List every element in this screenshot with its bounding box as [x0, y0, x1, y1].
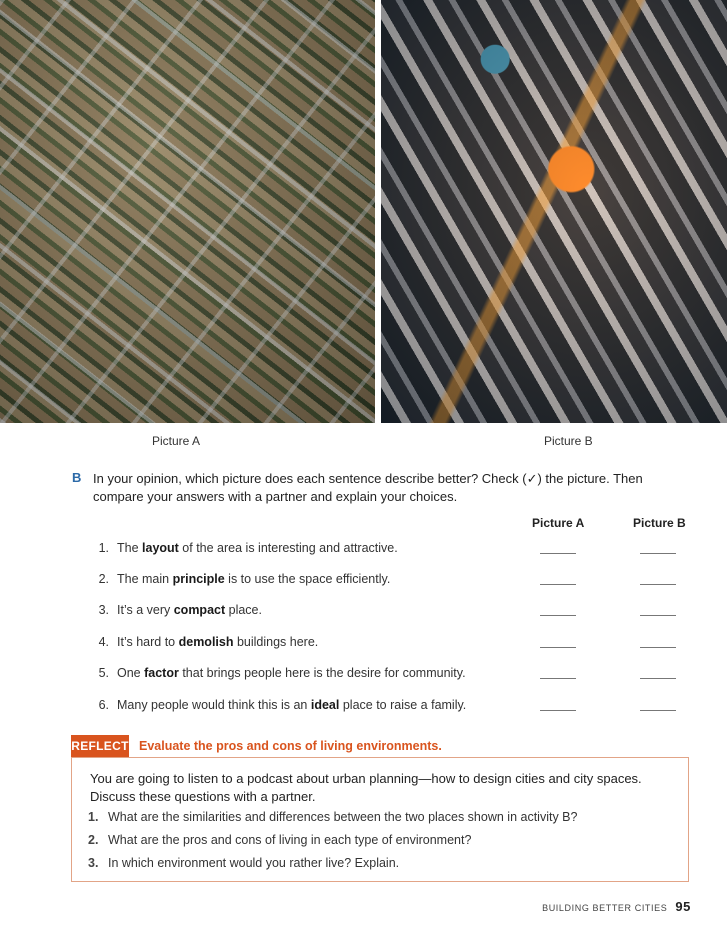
vocab-word: ideal [310, 698, 340, 712]
answer-blank-picture-b[interactable] [640, 615, 676, 616]
column-header-picture-b: Picture B [633, 516, 686, 530]
caption-picture-a: Picture A [152, 434, 201, 448]
item-text: Many people would think this is an ideal place to raise a family. [117, 698, 467, 712]
activity-letter: B [72, 470, 82, 485]
statement-item [95, 541, 695, 561]
section-title: BUILDING BETTER CITIES [542, 903, 668, 913]
answer-blank-picture-a[interactable] [540, 647, 576, 648]
vocab-word: principle [172, 572, 225, 586]
item-text: The layout of the area is interesting and attractive. [117, 541, 398, 555]
answer-blank-picture-a[interactable] [540, 615, 576, 616]
statement-item [95, 698, 695, 718]
statement-item [95, 603, 695, 623]
item-text: It’s a very compact place. [117, 603, 262, 617]
statement-item [95, 666, 695, 686]
vocab-word: compact [173, 603, 226, 617]
discussion-question: 3. In which environment would you rather live? Explain. [88, 856, 400, 870]
reflect-tag: REFLECT [71, 735, 129, 757]
picture-b-city-photo [381, 0, 727, 423]
item-number: 1. [98, 541, 109, 555]
item-number: 4. [98, 635, 109, 649]
answer-blank-picture-b[interactable] [640, 710, 676, 711]
statement-item [95, 635, 695, 655]
item-number: 3. [98, 603, 109, 617]
answer-blank-picture-a[interactable] [540, 584, 576, 585]
activity-instruction: In your opinion, which picture does each sentence describe better? Check (✓) the picture. Then compare your answers with a partner and explain your choices. [93, 471, 643, 504]
answer-blank-picture-b[interactable] [640, 647, 676, 648]
answer-blank-picture-a[interactable] [540, 710, 576, 711]
page-number: 95 [675, 899, 691, 914]
item-text: The main principle is to use the space efficiently. [117, 572, 391, 586]
item-text: One factor that brings people here is the desire for community. [117, 666, 466, 680]
page-footer [542, 899, 691, 914]
statement-item [95, 572, 695, 592]
answer-blank-picture-b[interactable] [640, 584, 676, 585]
reflect-box [71, 757, 689, 882]
answer-blank-picture-a[interactable] [540, 553, 576, 554]
column-header-picture-a: Picture A [532, 516, 585, 530]
reflect-title: Evaluate the pros and cons of living environments. [139, 739, 442, 753]
vocab-word: factor [144, 666, 179, 680]
item-number: 6. [98, 698, 109, 712]
picture-a-suburb-photo [0, 0, 375, 423]
vocab-word: layout [142, 541, 179, 555]
caption-picture-b: Picture B [544, 434, 593, 448]
answer-blank-picture-b[interactable] [640, 678, 676, 679]
vocab-word: demolish [178, 635, 234, 649]
reflect-intro: You are going to listen to a podcast about urban planning—how to design cities and city spaces. Discuss these questions with a partner. [90, 771, 642, 804]
discussion-question: 1. What are the similarities and differences between the two places shown in activity B? [88, 810, 578, 824]
item-number: 5. [98, 666, 109, 680]
answer-blank-picture-a[interactable] [540, 678, 576, 679]
answer-blank-picture-b[interactable] [640, 553, 676, 554]
item-text: It’s hard to demolish buildings here. [117, 635, 319, 649]
discussion-question: 2. What are the pros and cons of living in each type of environment? [88, 833, 472, 847]
item-number: 2. [98, 572, 109, 586]
